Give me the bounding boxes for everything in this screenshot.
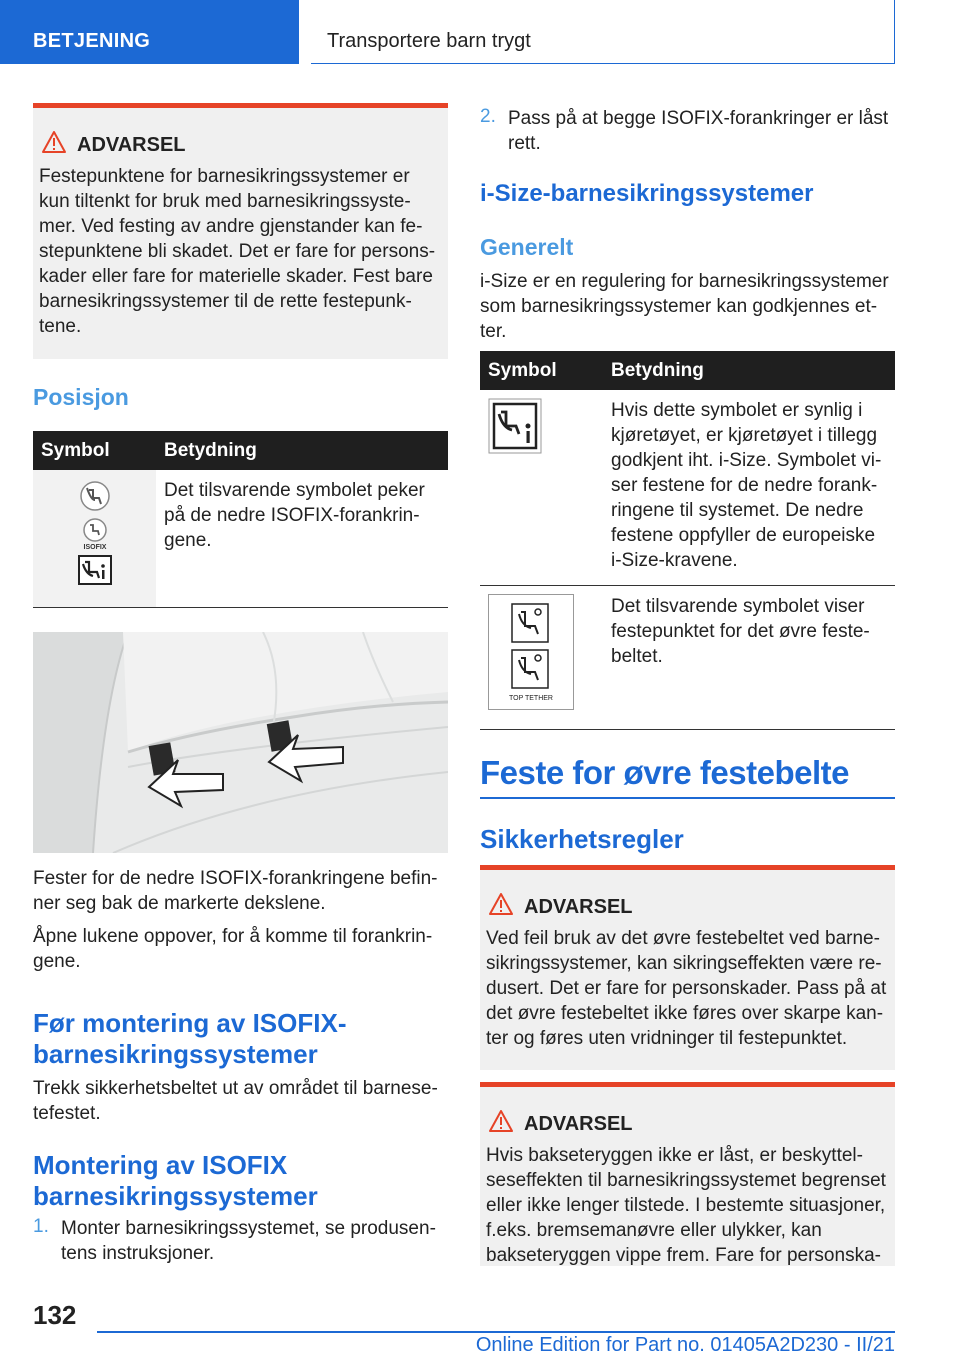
heading-before-mounting: Før montering av ISOFIX-barnesikringssystemer xyxy=(33,1008,347,1069)
page-number: 132 xyxy=(33,1300,77,1330)
sikkerhet-heading: Sikkerhetsregler xyxy=(480,824,684,854)
meaning-column-header: Betydning xyxy=(156,431,448,470)
warning-icon xyxy=(488,892,514,916)
warning-text: Hvis bakseteryggen ikke er låst, er beskyttelseseffekten til barnesikringssystemet begrenset eller ikke lenger tilstede. I bestemte situasjoner, f.eks. bremsemanøvre eller ulykker, kan bakseteryggen vippe frem. Fare for personska- xyxy=(486,1145,886,1266)
warning-box xyxy=(33,103,448,359)
footer-rule xyxy=(97,1331,895,1333)
top-tether-label: TOP TETHER xyxy=(509,695,553,702)
step-1-text: Monter barnesikringssystemet, se produsentens instruksjoner. xyxy=(61,1218,436,1264)
warning-text: Festepunktene for barnesikringssystemer er kun tiltenkt for bruk med barnesikringssystemer. Ved festing av andre gjenstander kan festepunktene bli skadet. Det er fare for personskader eller fare for materielle skader. Fest bare barnesikringssystemer til de rette festepunktene. xyxy=(39,166,436,337)
meaning-column-header: Betydning xyxy=(603,351,895,390)
warning-text: Ved feil bruk av det øvre festebeltet ved barnesikringssystemer, kan sikringseffekten være redusert. Det er fare for personskader. Pass på at det øvre festebeltet ikke føres over skarpe kanter og føres uten vridninger til festepunktet. xyxy=(486,928,887,1049)
chapter-header xyxy=(311,0,895,64)
step-2-text: Pass på at begge ISOFIX-forankringer er låst rett. xyxy=(508,108,889,154)
warning-label: ADVARSEL xyxy=(524,1113,633,1135)
section-label: BETJENING xyxy=(33,30,151,52)
step-2 xyxy=(480,106,895,156)
feste-heading: Feste for øvre festebelte xyxy=(480,754,849,791)
meaning-cell: Det tilsvarende symbolet viser festepunktet for det øvre festebeltet. xyxy=(603,586,895,730)
symbol-column-header: Symbol xyxy=(480,351,603,390)
isofix-label: ISOFIX xyxy=(83,544,106,551)
caption-1: Fester for de nedre ISOFIX-forankringene befinner seg bak de markerte dekslene. xyxy=(33,868,438,914)
warning-icon xyxy=(41,130,67,154)
warning-box xyxy=(480,1082,895,1266)
before-mounting-text: Trekk sikkerhetsbeltet ut av området til barnesetefestet. xyxy=(33,1078,438,1124)
warning-label: ADVARSEL xyxy=(524,896,633,918)
position-symbol-table xyxy=(33,431,448,608)
warning-box xyxy=(480,865,895,1070)
table-row xyxy=(33,470,448,608)
isize-symbol-icon xyxy=(488,398,542,454)
symbol-column-header: Symbol xyxy=(33,431,156,470)
isofix-symbols-icon xyxy=(65,478,125,588)
generelt-text: i-Size er en regulering for barnesikringssystemer som barnesikringssystemer kan godkjennes etter. xyxy=(480,271,889,342)
section-tab xyxy=(0,0,299,64)
posisjon-heading: Posisjon xyxy=(33,384,129,410)
isize-heading: i-Size-barnesikringssystemer xyxy=(480,180,814,207)
meaning-cell: Hvis dette symbolet er synlig i kjøretøyet, er kjøretøyet i tillegg godkjent iht. i-Size. Symbolet viser festene for de nedre forankringene til systemet. De nedre festene oppfyller de europeiske i-Size-kravene. xyxy=(603,390,895,586)
top-tether-symbol-icon xyxy=(488,594,574,710)
seat-illustration xyxy=(33,632,448,853)
warning-icon xyxy=(488,1109,514,1133)
chapter-title: Transportere barn trygt xyxy=(327,30,531,52)
edition-link[interactable]: Online Edition for Part no. 01405A2D230 - II/21 xyxy=(475,1334,895,1356)
warning-label: ADVARSEL xyxy=(77,134,186,156)
step-1-number: 1. xyxy=(33,1216,49,1237)
table-row xyxy=(480,390,895,586)
generelt-heading: Generelt xyxy=(480,234,574,260)
isize-symbol-table xyxy=(480,351,895,730)
heading-mounting: Montering av ISOFIX barnesikringssystemer xyxy=(33,1150,318,1211)
table-row xyxy=(480,586,895,730)
step-1 xyxy=(33,1216,448,1266)
caption-2: Åpne lukene oppover, for å komme til forankringene. xyxy=(33,926,433,972)
meaning-cell: Det tilsvarende symbolet peker på de nedre ISOFIX-forankringene. xyxy=(156,470,448,608)
step-2-number: 2. xyxy=(480,106,496,127)
